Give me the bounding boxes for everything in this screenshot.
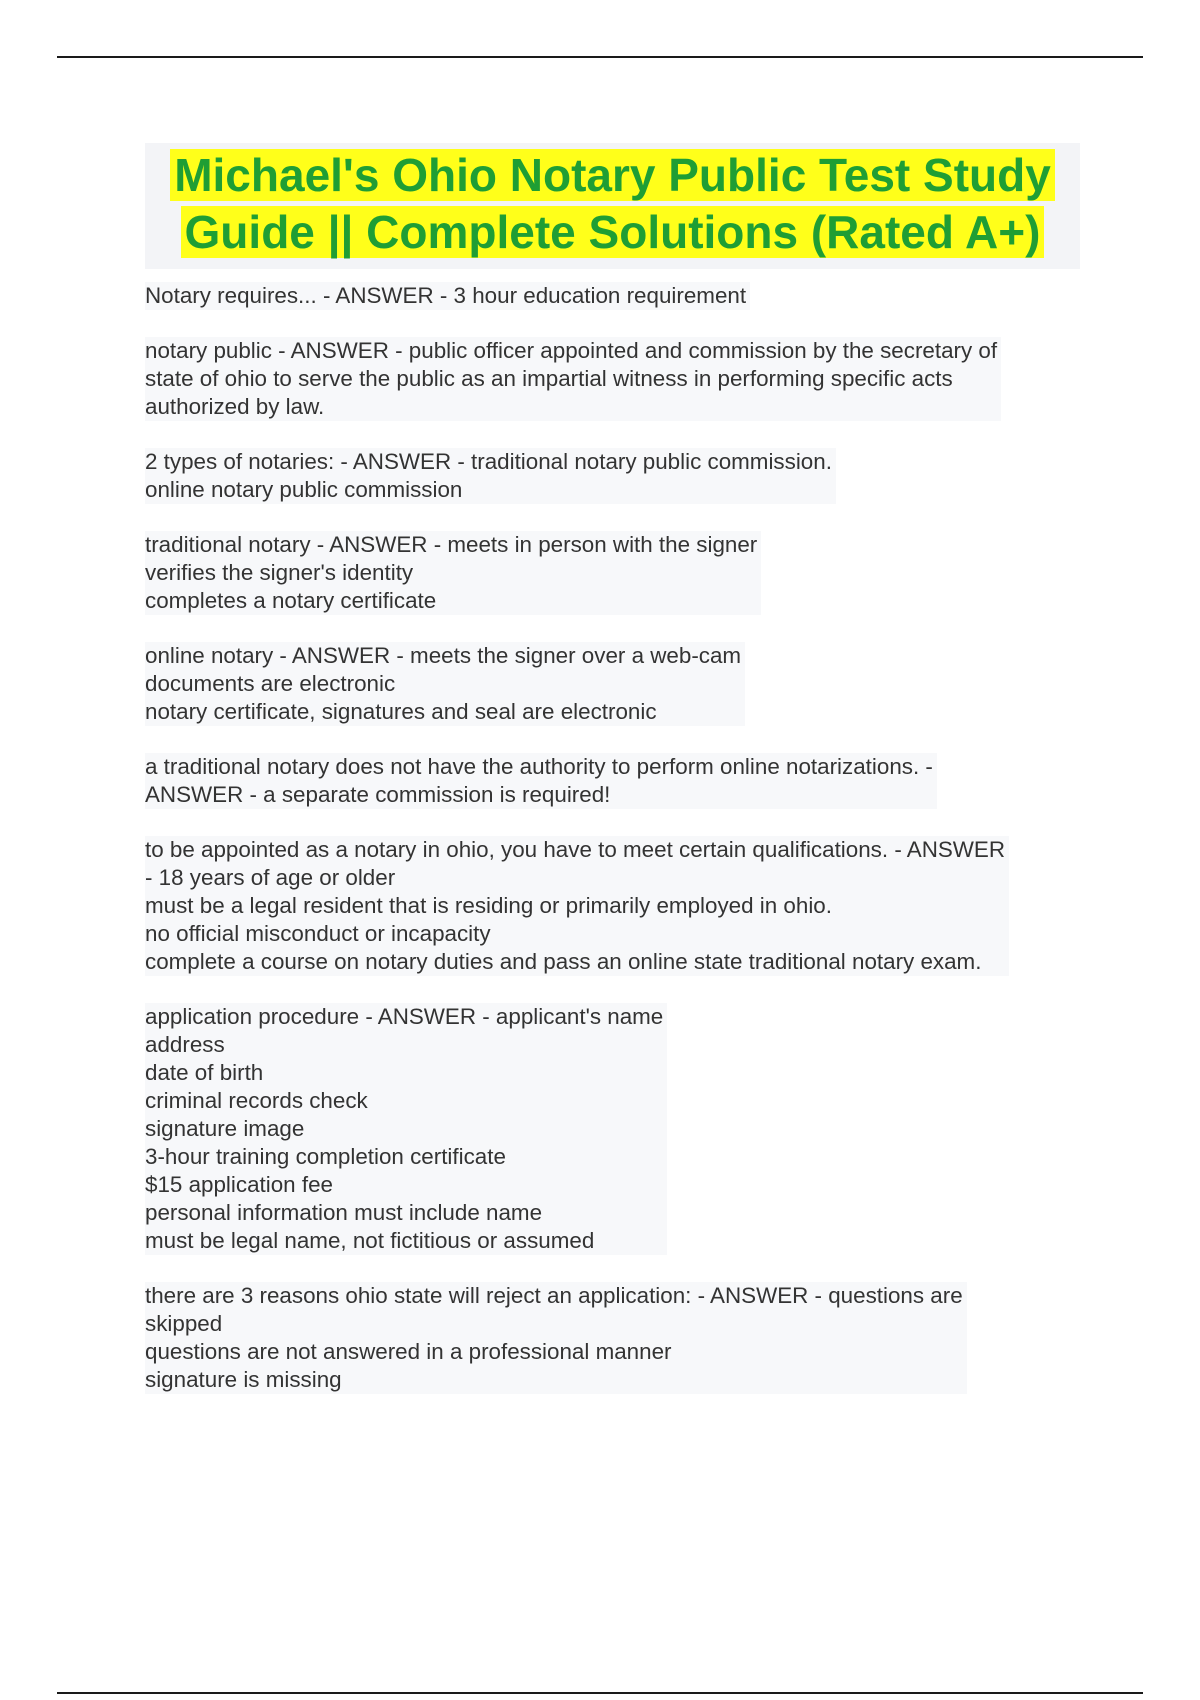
entry-line: - 18 years of age or older xyxy=(145,865,396,890)
entry-line: no official misconduct or incapacity xyxy=(145,921,491,946)
entry-line: complete a course on notary duties and pass an online state traditional notary exam. xyxy=(145,949,982,974)
bottom-rule xyxy=(57,1692,1143,1694)
qa-entry xyxy=(145,753,937,809)
entry-line: date of birth xyxy=(145,1060,264,1085)
entry-line: Notary requires... - ANSWER - 3 hour education requirement xyxy=(145,283,747,308)
qa-entry xyxy=(145,337,1001,421)
entry-line: a traditional notary does not have the authority to perform online notarizations. - xyxy=(145,754,933,779)
entry-line: verifies the signer's identity xyxy=(145,560,414,585)
entry-line: online notary public commission xyxy=(145,477,463,502)
qa-entry xyxy=(145,1282,967,1394)
entry-line: questions are not answered in a professional manner xyxy=(145,1339,672,1364)
entry-line: notary public - ANSWER - public officer appointed and commission by the secretary of xyxy=(145,338,998,363)
title-line-1: Michael's Ohio Notary Public Test Study xyxy=(170,149,1055,201)
entry-line: documents are electronic xyxy=(145,671,396,696)
entry-line: 2 types of notaries: - ANSWER - traditional notary public commission. xyxy=(145,449,832,474)
entry-line: state of ohio to serve the public as an impartial witness in performing specific acts xyxy=(145,366,953,391)
top-rule xyxy=(57,56,1143,58)
entry-line: online notary - ANSWER - meets the signer over a web-cam xyxy=(145,643,742,668)
entry-line: ANSWER - a separate commission is required! xyxy=(145,782,611,807)
qa-entry xyxy=(145,531,761,615)
entry-line: to be appointed as a notary in ohio, you have to meet certain qualifications. - ANSWER xyxy=(145,837,1006,862)
title-line-2: Guide || Complete Solutions (Rated A+) xyxy=(181,206,1045,258)
qa-entry xyxy=(145,282,750,310)
entry-line: traditional notary - ANSWER - meets in person with the signer xyxy=(145,532,758,557)
entry-line: 3-hour training completion certificate xyxy=(145,1144,506,1169)
qa-entry xyxy=(145,836,1009,976)
entry-line: authorized by law. xyxy=(145,394,325,419)
qa-entry xyxy=(145,642,745,726)
qa-entry xyxy=(145,448,836,504)
entry-line: address xyxy=(145,1032,225,1057)
entry-line: must be a legal resident that is residing or primarily employed in ohio. xyxy=(145,893,832,918)
entry-line: completes a notary certificate xyxy=(145,588,437,613)
entry-line: signature image xyxy=(145,1116,305,1141)
entry-line: criminal records check xyxy=(145,1088,368,1113)
document-title xyxy=(145,143,1080,269)
entry-line: application procedure - ANSWER - applicant's name xyxy=(145,1004,664,1029)
entry-line: must be legal name, not fictitious or assumed xyxy=(145,1228,595,1253)
qa-entry xyxy=(145,1003,667,1255)
entry-line: there are 3 reasons ohio state will reject an application: - ANSWER - questions are xyxy=(145,1283,963,1308)
entry-line: personal information must include name xyxy=(145,1200,543,1225)
qa-list xyxy=(145,282,1100,1421)
entry-line: signature is missing xyxy=(145,1367,342,1392)
entry-line: $15 application fee xyxy=(145,1172,333,1197)
entry-line: skipped xyxy=(145,1311,223,1336)
entry-line: notary certificate, signatures and seal are electronic xyxy=(145,699,657,724)
